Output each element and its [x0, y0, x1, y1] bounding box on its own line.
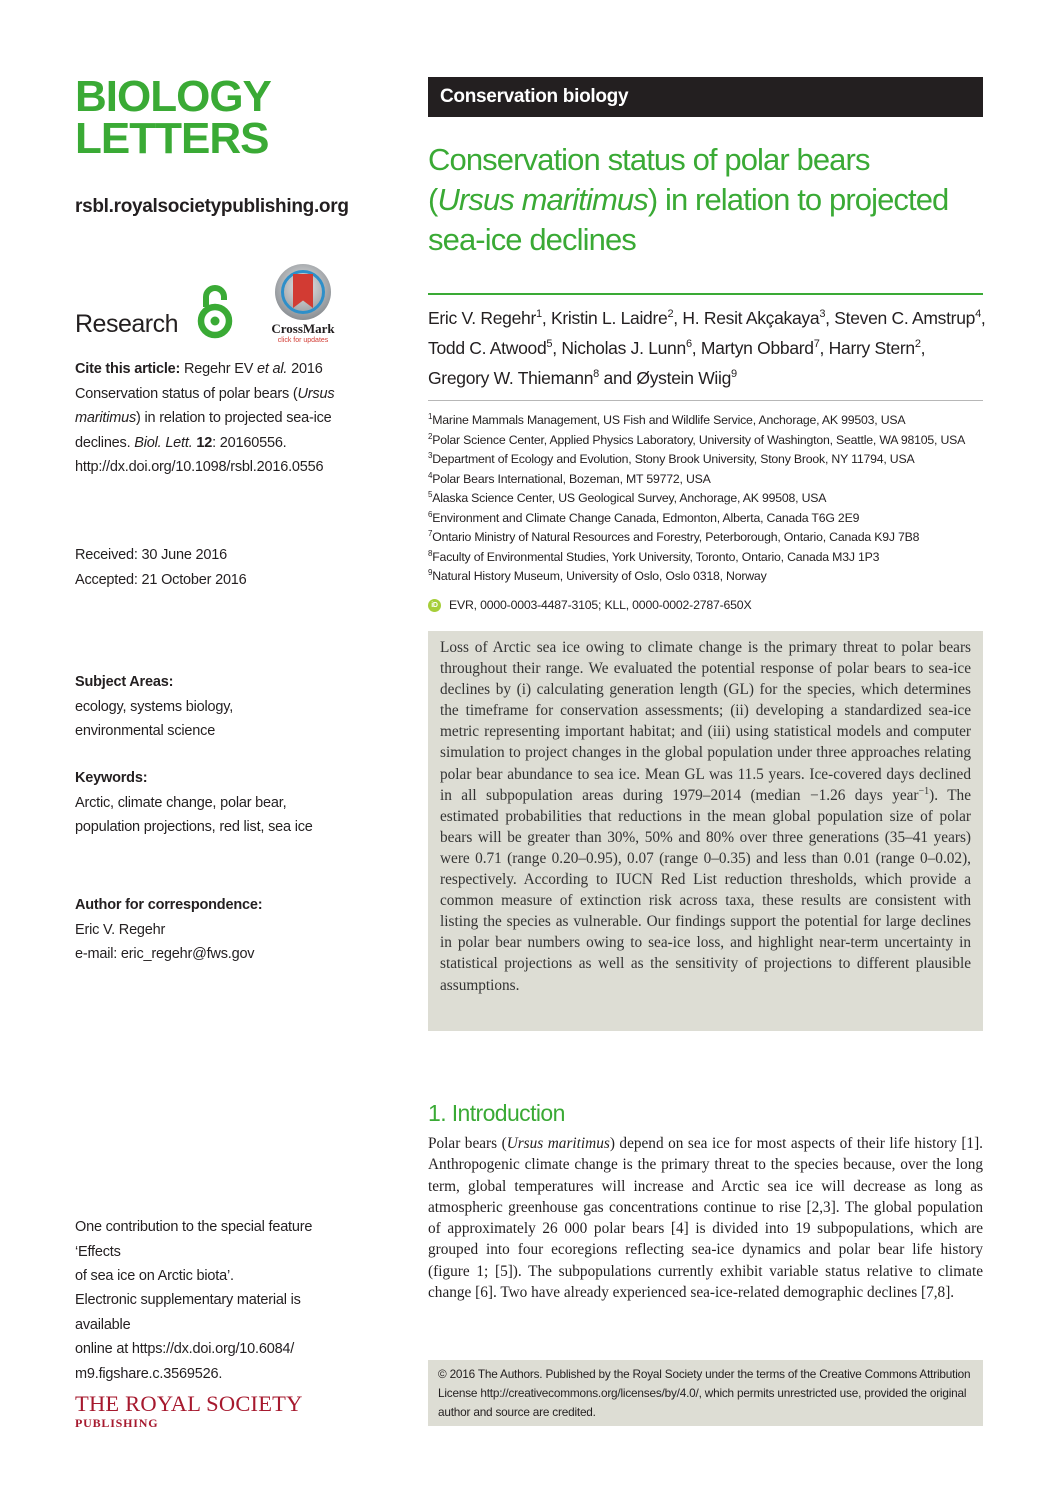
publisher-logo [75, 1392, 303, 1430]
subject-areas-line1: ecology, systems biology, [75, 698, 234, 715]
subject-areas-line2: environmental science [75, 723, 216, 740]
crossmark-label: CrossMark [271, 321, 335, 336]
author-affil-sup: 7 [813, 338, 820, 351]
cite-species: Ursus maritimus [75, 385, 335, 427]
affiliation-text: Faculty of Environmental Studies, York University, Toronto, Ontario, Canada M3J 1P3 [432, 549, 880, 564]
author-entry[interactable] [551, 308, 682, 328]
author-entry[interactable] [636, 368, 736, 388]
author-name: Gregory W. Thiemann [428, 368, 594, 388]
license-box [428, 1360, 983, 1426]
subject-areas-label: Subject Areas: [75, 674, 174, 690]
author-separator: , [819, 338, 829, 358]
orcid-icon: iD [428, 599, 441, 612]
affiliation-list [428, 411, 988, 587]
author-affil-sup: 1 [536, 308, 542, 321]
special-feature-line2: of sea ice on Arctic biota’. [75, 1268, 234, 1285]
correspondence-email[interactable]: e-mail: eric_regehr@fws.gov [75, 946, 255, 963]
cite-authors: Regehr EV [184, 361, 254, 377]
affiliation-num: 4 [428, 470, 433, 480]
abstract-part2: ). The estimated probabilities that reductions in the mean global population size of polar bears will be greater than 30%, 50% and 80% over three generations (35–41 years) were 0.71 (range 0.20–0.95), 0.07 (range 0–0.35) and less than 0.01 (range 0–0.02), respectively. According to IUCN Red List reduction thresholds, which provide a common measure of extinction risk across taxa, these results are consistent with listing the species as vulnerable. Our findings support the potential for large declines in polar bear numbers owing to sea-ice loss, and highlight near-term uncertainty in statistical projections as well as the sensitivity of projections to different plausible assumptions. [440, 786, 971, 994]
received-date: Received: 30 June 2016 [75, 547, 227, 563]
intro-species: Ursus maritimus [506, 1135, 610, 1152]
cite-journal: Biol. Lett. [134, 434, 193, 451]
license-text: © 2016 The Authors. Published by the Royal Society under the terms of the Creative Commons Attribution License http://creativecommons.org/licenses/by/4.0/, which permits unrestricted use, provided the original author and source are credited. [438, 1367, 971, 1419]
affiliation-item [428, 528, 988, 548]
affiliation-num: 7 [428, 528, 433, 538]
cite-label: Cite this article: [75, 361, 181, 377]
supplementary-line1: Electronic supplementary material is available [75, 1292, 301, 1333]
keywords-label: Keywords: [75, 770, 148, 786]
citation-block [75, 357, 345, 480]
article-title [428, 140, 988, 260]
author-name: Eric V. Regehr [428, 308, 536, 328]
affiliation-num: 5 [428, 489, 433, 499]
article-type-label: Research [75, 310, 178, 338]
supplementary-line3[interactable]: m9.figshare.c.3569526. [75, 1365, 223, 1382]
affiliation-text: Ontario Ministry of Natural Resources and Forestry, Peterborough, Ontario, Canada K9J 7B8 [432, 530, 920, 544]
intro-part2: ) depend on sea ice for most aspects of their life history [1]. Anthropogenic climate change is the primary threat to the species because, over the long term, global temperatures will increase and Arctic sea ice will decrease as long as atmospheric greenhouse gas concentrations continue to rise [2,3]. The global population of approximately 26 000 polar bears [4] is divided into 19 subpopulations, which are grouped into four ecoregions reflecting sea-ice dynamics and polar bear life history (figure 1; [5]). The subpopulations currently exhibit variable status relative to climate change [6]. Two have already experienced sea-ice-related demographic declines [7,8]. [428, 1135, 983, 1302]
author-affil-sup: 2 [914, 338, 921, 351]
subject-areas-block [75, 670, 345, 744]
author-name: Martyn Obbard [700, 338, 814, 358]
author-entry[interactable] [428, 338, 561, 358]
affiliation-text: Environment and Climate Change Canada, Edmonton, Alberta, Canada T6G 2E9 [432, 510, 860, 525]
author-separator: , [541, 308, 551, 328]
affiliation-text: Polar Science Center, Applied Physics Laboratory, University of Washington, Seattle, WA 98105, USA [432, 432, 966, 447]
cite-title-b: ) in relation to projected sea-ice declines. [75, 410, 332, 451]
author-affil-sup: 8 [593, 368, 599, 381]
journal-name-line1: BIOLOGY [75, 72, 271, 121]
affiliation-num: 9 [428, 567, 433, 577]
author-list [428, 303, 988, 393]
cite-pages: : 20160556. [212, 434, 287, 451]
title-divider [428, 293, 983, 295]
cite-volume: 12 [196, 434, 213, 451]
introduction-text [428, 1133, 983, 1303]
author-separator: , [673, 308, 683, 328]
correspondence-block [75, 893, 345, 967]
author-separator: , [980, 308, 986, 328]
publisher-sub: PUBLISHING [75, 1416, 159, 1430]
abstract-text [440, 637, 971, 996]
special-feature-note [75, 1215, 345, 1289]
crossmark-icon [275, 264, 331, 320]
accepted-date: Accepted: 21 October 2016 [75, 571, 247, 588]
abstract-part1: Loss of Arctic sea ice owing to climate change is the primary threat to polar bears throughout their range. We evaluated the potential response of polar bears to sea-ice declines by (i) calculating generation length (GL) for the species, which determines the timeframe for conservation assessments; (ii) developing a standardized sea-ice metric representing important habitat; and (iii) using statistical models and computer simulation to project changes in the global population under three approaches relating polar bear abundance to sea ice. Mean GL was 11.5 years. Ice-covered days declined in all subpopulation areas during 1979–2014 (median −1.26 days year [440, 639, 971, 804]
journal-name-line2: LETTERS [75, 114, 269, 163]
affiliation-item [428, 431, 988, 451]
title-line2 [428, 180, 988, 220]
cite-doi-link[interactable]: http://dx.doi.org/10.1098/rsbl.2016.0556 [75, 459, 324, 476]
title-line1: Conservation status of polar bears [428, 142, 870, 177]
author-separator: , [825, 308, 835, 328]
dates-block [75, 543, 345, 592]
author-entry[interactable] [428, 368, 636, 388]
publisher-name: THE ROYAL SOCIETY [75, 1391, 303, 1416]
affiliation-num: 8 [428, 548, 433, 558]
author-separator: and [598, 368, 637, 388]
affiliation-text: Marine Mammals Management, US Fish and Wildlife Service, Anchorage, AK 99503, USA [432, 413, 906, 427]
cite-title-a: Conservation status of polar bears ( [75, 385, 298, 402]
abstract-box [428, 631, 983, 1031]
author-name: Harry Stern [828, 338, 915, 358]
affiliation-num: 3 [428, 450, 433, 460]
author-name: Nicholas J. Lunn [561, 338, 686, 358]
keywords-block [75, 766, 345, 840]
author-affil-sup: 5 [546, 338, 553, 351]
title-paren: ( [428, 182, 438, 217]
supplementary-link[interactable]: online at https://dx.doi.org/10.6084/ [75, 1341, 295, 1358]
affiliation-item [428, 411, 988, 431]
orcid-text[interactable]: EVR, 0000-0003-4487-3105; KLL, 0000-0002-2787-650X [449, 598, 752, 612]
author-entry[interactable] [428, 308, 551, 328]
author-affil-sup: 2 [667, 308, 674, 321]
cite-etal: et al. [257, 361, 288, 377]
author-name: Øystein Wiig [636, 368, 732, 388]
affiliation-num: 1 [428, 411, 433, 421]
author-entry[interactable] [834, 308, 985, 328]
affiliation-text: Department of Ecology and Evolution, Stony Brook University, Stony Brook, NY 11794, USA [432, 452, 915, 466]
supplementary-note [75, 1288, 345, 1386]
author-affil-sup: 4 [975, 308, 981, 321]
author-name: H. Resit Akçakaya [682, 308, 820, 328]
title-line2-rest: ) in relation to projected [647, 182, 949, 217]
abstract-sup: −1 [918, 785, 930, 797]
author-name: Todd C. Atwood [428, 338, 547, 358]
open-access-icon [192, 283, 238, 339]
affiliation-item [428, 450, 988, 470]
keywords-line2: population projections, red list, sea ice [75, 819, 313, 836]
introduction-heading: 1. Introduction [428, 1100, 565, 1126]
affiliation-text: Alaska Science Center, US Geological Survey, Anchorage, AK 99508, USA [432, 491, 827, 505]
affiliation-num: 6 [428, 509, 433, 519]
author-separator: , [691, 338, 701, 358]
author-affil-sup: 9 [731, 368, 737, 381]
keywords-line1: Arctic, climate change, polar bear, [75, 794, 287, 811]
cite-year: 2016 [291, 361, 323, 377]
intro-part1: Polar bears ( [428, 1135, 507, 1152]
author-separator: , [552, 338, 562, 358]
crossmark-sub: click for updates [277, 337, 329, 344]
author-affil-sup: 6 [685, 338, 692, 351]
section-banner: Conservation biology [428, 77, 983, 117]
authors-divider [428, 400, 983, 401]
author-entry[interactable] [682, 308, 834, 328]
correspondence-name: Eric V. Regehr [75, 921, 166, 938]
affiliation-text: Natural History Museum, University of Oslo, Oslo 0318, Norway [432, 569, 767, 583]
author-affil-sup: 3 [819, 308, 826, 321]
journal-logo [75, 72, 271, 163]
author-entry[interactable] [561, 338, 701, 358]
title-species: Ursus maritimus [437, 182, 648, 217]
affiliation-item [428, 548, 988, 568]
author-entry[interactable] [701, 338, 829, 358]
crossmark-button[interactable] [267, 264, 339, 348]
author-name: Kristin L. Laidre [550, 308, 668, 328]
affiliation-item [428, 470, 988, 490]
author-separator: , [920, 338, 926, 358]
journal-url[interactable]: rsbl.royalsocietypublishing.org [75, 196, 349, 217]
affiliation-item [428, 509, 988, 529]
author-entry[interactable] [829, 338, 926, 358]
correspondence-label: Author for correspondence: [75, 897, 263, 913]
affiliation-num: 2 [428, 431, 433, 441]
author-name: Steven C. Amstrup [834, 308, 976, 328]
title-line3: sea-ice declines [428, 222, 636, 257]
orcid-line[interactable] [428, 598, 751, 612]
affiliation-item [428, 489, 988, 509]
affiliation-text: Polar Bears International, Bozeman, MT 59772, USA [432, 471, 711, 486]
special-feature-line1: One contribution to the special feature ‘Effects [75, 1219, 313, 1260]
affiliation-item [428, 567, 988, 587]
